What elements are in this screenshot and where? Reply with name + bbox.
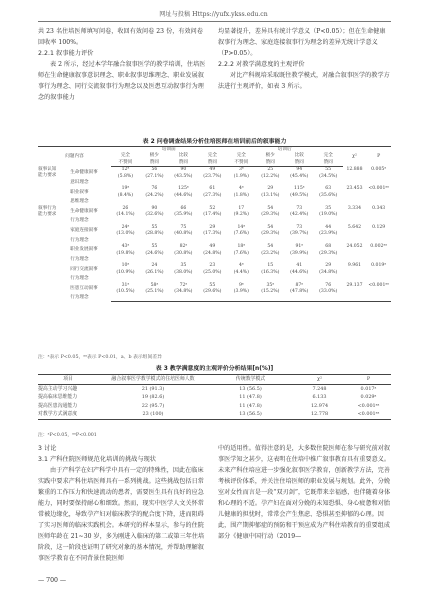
table-cell: 11 (47.8) [239, 402, 262, 409]
cell-percent: (24.2%) [145, 192, 164, 198]
subheader-bottom: 赞同 [140, 160, 169, 167]
subheader-bottom: 不赞同 [111, 160, 140, 167]
cell-count: 29.137 [346, 282, 363, 288]
table-3-header: P [346, 375, 391, 385]
table-row [38, 410, 391, 419]
cell-percent: (28.8%) [145, 231, 164, 237]
cell-percent: (14.1%) [116, 212, 135, 218]
row-label: 家庭连接叙事 [70, 228, 98, 234]
cell-percent: (39.7%) [290, 231, 309, 237]
cell-count: 66 [180, 205, 187, 211]
subheader-top: 极少 [149, 153, 159, 159]
cell-percent: (17.4%) [203, 212, 222, 218]
cell-percent [366, 295, 391, 301]
cell-count: 55 [151, 244, 158, 250]
cell-count: 68 [325, 244, 332, 250]
cell-percent [169, 295, 198, 301]
cell-percent: (3.9%) [233, 288, 249, 294]
row-label: 行为理念 [70, 218, 89, 224]
table-row [38, 384, 391, 393]
cell-percent: (23.2%) [261, 250, 280, 256]
row-label: 行为理念 [70, 295, 89, 301]
table-cell: 对教学方式满意度 [38, 410, 98, 419]
table-cell: 19 (82.6) [141, 394, 165, 400]
cell-count: 24.052 [346, 244, 363, 250]
cell-percent: (1.9%) [233, 173, 249, 179]
page-number: — 700 — [38, 577, 67, 584]
table-3-note: 注：ᵃP<0.05，ᵃᵃP<0.001 [38, 433, 97, 438]
row-label: 行为理念 [70, 276, 89, 282]
cell-count: 18ᵃ [237, 244, 246, 250]
section-name: 叙事行为 能力要求 [38, 205, 57, 218]
table-cell: 提高主动学习兴趣 [38, 385, 78, 392]
cell-count: 73 [296, 224, 303, 230]
cell-percent: (25.1%) [145, 288, 164, 294]
table-cell: 11 (47.8) [239, 394, 262, 400]
cell-count: 31ᵃ [121, 282, 130, 288]
cell-percent: (16.3%) [261, 269, 280, 275]
discussion-heading: 3 讨论 [38, 445, 57, 452]
subheader-bottom: 赞同 [285, 160, 314, 167]
cell-count: 75 [180, 224, 187, 230]
cell-percent [256, 295, 285, 301]
table-cell: 6.133 [312, 394, 327, 400]
table-2 [38, 146, 391, 302]
cell-percent: (15.2%) [261, 288, 280, 294]
cell-percent: (29.6%) [203, 288, 222, 294]
cell-count: 54 [267, 205, 274, 211]
cell-count: 4ᵃ [238, 186, 244, 192]
header-rule [38, 21, 391, 22]
table-3-header: 传统教学模式 [208, 375, 293, 385]
cell-percent: (26.1%) [145, 269, 164, 275]
cell-percent: (35.9%) [174, 212, 193, 218]
table-cell: 22 (95.7) [141, 402, 165, 409]
col-p: P [366, 147, 391, 167]
cell-count: 3ᵃ [238, 167, 244, 173]
col-project: 问题内容 [38, 147, 111, 167]
running-header: 网址与投稿 Https://yufx.ykss.edu.cn [159, 11, 268, 18]
subheader-top: 完全 [323, 153, 333, 159]
cell-count: 44 [325, 224, 332, 230]
cell-percent: (23.9%) [319, 231, 338, 237]
section-heading: 2.2.2 对教学满意度的主观评价 [218, 61, 305, 68]
table-cell: 13 (56.5) [239, 385, 262, 392]
cell-count: 29 [267, 186, 274, 192]
table-cell: <0.001ᵃᵃ [357, 402, 380, 409]
table-cell: 12.778 [293, 410, 346, 419]
table-3-header: χ² [293, 375, 346, 385]
section-heading: 2.2.1 叙事能力评价 [38, 50, 94, 57]
cell-percent: (34.8%) [319, 269, 338, 275]
cell-percent: (10.5%) [116, 288, 135, 294]
row-label: 职业发展叙事 [70, 247, 98, 253]
subheader-bottom: 赞同 [256, 160, 285, 167]
paragraph: 对比产科规培采取既往教学模式，对融合叙事医学的教学方法进行主观评价，如表 3 所示。 [218, 72, 390, 90]
subheader-top: 比较 [294, 153, 304, 159]
left-column [38, 26, 206, 103]
row-label: 同行交流叙事 [70, 266, 98, 272]
row-label: 思维理念 [70, 199, 89, 205]
row-label: 医患互动叙事 [70, 285, 98, 291]
cell-percent: (33.0%) [319, 288, 338, 294]
cell-percent [111, 295, 140, 301]
cell-count: 35 [325, 205, 332, 211]
subheader-bottom: 不赞同 [227, 160, 256, 167]
cell-count: 56 [151, 167, 158, 173]
table-2-note: 注：ᵃ表示 P<0.05，ᵃᵃ表示 P<0.01，a、b 表示组间差异 [38, 355, 162, 360]
cell-percent: (9.2%) [233, 212, 249, 218]
cell-count: 24ᵃ [121, 224, 130, 230]
cell-percent: (30.8%) [174, 250, 193, 256]
table-row [38, 402, 391, 411]
cell-percent: (24.8%) [203, 250, 222, 256]
cell-count: 52 [209, 205, 216, 211]
discussion-right [218, 443, 391, 542]
table-cell: 提高临床思维能力 [38, 394, 78, 400]
paragraph: 由于产科学在妇产科学中具有一定的特殊性，因此在临床实践中要求产科住培医师具有一系列挑战。这些挑战包括日常繁重的工作压力和快速流动的患者，需要医生具有良好的应急能力，同时要保持耐心和细致。然而，现实中医学人文关怀常常被边缘化，导致孕产妇对临床教学的配合度下降，进而阻碍了实习医师的临床实践机会。本研究的样本显示，参与的住院医师年龄在 21~30 岁，多为刚进入临床的第二或第三年住培阶段，这一阶段也证明了研究对象的基本情况，并帮助理解叙事医学教育在不同背景住院医师 [38, 467, 205, 562]
paragraph: 表 2 所示，经过本学年融合叙事医学的教学培训，住培医师在生命健康叙事意识理念、职业叙事思维理念、职业发展叙事行为理念、同行交流叙事行为理念以及医患互动叙事行为理念的叙事能力 [38, 61, 206, 101]
cell-count: 49 [209, 167, 216, 173]
cell-percent: (44.6%) [290, 269, 309, 275]
cell-percent: (1.8%) [233, 192, 249, 198]
right-column [218, 26, 391, 92]
cell-percent: (4.4%) [233, 269, 249, 275]
table-cell: 7.248 [312, 385, 327, 392]
table-3-header: 项目 [38, 375, 98, 385]
cell-percent: (47.8%) [290, 288, 309, 294]
cell-count: 90 [180, 167, 187, 173]
table-cell: <0.001ᵃᵃ [346, 410, 391, 419]
cell-count: 125ᵃ [178, 186, 189, 192]
cell-count: 29 [325, 263, 332, 269]
cell-count: 54 [267, 224, 274, 230]
group-before: 培训前 [111, 147, 227, 154]
row-label: 意识理念 [70, 180, 89, 186]
cell-percent [198, 295, 227, 301]
cell-count: 9.961 [347, 263, 362, 269]
table-cell: 12.974 [310, 402, 329, 409]
paragraph: 均显著提升，差异具有统计学意义（P<0.05）；但在生命健康叙事行为理念、家庭连接叙事行为理念的差异无统计学意义（P>0.05）。 [218, 28, 386, 57]
cell-count: 25 [267, 167, 274, 173]
subheader-bottom: 赞同 [169, 160, 198, 167]
subheader-bottom: 赞同 [314, 160, 343, 167]
cell-count: 10ᵃ [121, 263, 130, 269]
cell-count: 0.343 [372, 205, 386, 211]
cell-percent: (39.9%) [290, 250, 309, 256]
cell-count: 17 [238, 205, 245, 211]
cell-count: 55 [325, 167, 332, 173]
cell-count: 29 [209, 224, 216, 230]
cell-count: 76 [325, 282, 332, 288]
cell-count: 15 [267, 263, 274, 269]
table-2-caption: 表 2 问卷调查结果分析住培医师在培训前后的叙事能力 [142, 139, 287, 145]
row-label: 行为理念 [70, 237, 89, 243]
table-cell: 21 (91.3) [141, 385, 165, 392]
cell-percent: (29.3%) [319, 250, 338, 256]
cell-percent: (34.8%) [174, 288, 193, 294]
cell-percent: (25.0%) [203, 269, 222, 275]
cell-percent: (43.5%) [174, 173, 193, 179]
cell-count: 12ᵃ [121, 167, 130, 173]
cell-percent: (44.6%) [174, 192, 193, 198]
cell-count: 82ᵃ [179, 244, 188, 250]
cell-percent: (32.6%) [145, 212, 164, 218]
cell-percent: (49.5%) [290, 192, 309, 198]
cell-percent: (12.2%) [261, 173, 280, 179]
table-cell: 23 (100) [98, 410, 208, 419]
cell-percent: (27.3%) [203, 192, 222, 198]
cell-count: 73 [296, 205, 303, 211]
cell-count: 87ᵃ [295, 282, 304, 288]
table-row [38, 393, 391, 402]
col-chi: χ² [343, 147, 367, 167]
table-cell: 0.017ᵃ [360, 385, 377, 392]
cell-percent: (19.0%) [319, 212, 338, 218]
cell-count: 72ᵃ [179, 282, 188, 288]
cell-percent: (7.6%) [233, 231, 249, 237]
cell-count: 9ᵃ [238, 282, 244, 288]
cell-count: 58ᵃ [150, 282, 159, 288]
section-name: 叙事认知 能力要求 [38, 166, 57, 179]
cell-percent [227, 295, 256, 301]
paragraph: 共 23 名住培医师填写问卷，收回有效问卷 23 份，有效问卷回收率 100%。 [38, 28, 203, 46]
cell-count: 91ᵃ [295, 244, 304, 250]
cell-count: <0.001ᵃᵃ [368, 282, 389, 288]
subheader-bottom: 赞同 [198, 160, 227, 167]
discussion-left [38, 443, 206, 564]
cell-count: 49 [209, 244, 216, 250]
cell-count: 5.642 [347, 224, 362, 230]
cell-count: 14ᵃ [237, 224, 246, 230]
cell-percent: (29.3%) [261, 212, 280, 218]
discussion-subheading: 3.1 产科住院医师规范化培训的挑战与现状 [38, 456, 157, 463]
cell-count: 54 [267, 244, 274, 250]
subheader-top: 完全 [236, 153, 246, 159]
cell-count: 0.005ᵃ [371, 166, 387, 172]
table-3 [38, 374, 391, 420]
cell-count: 55 [151, 224, 158, 230]
cell-count: 94 [296, 167, 303, 173]
cell-count: <0.001ᵃᵃ [368, 186, 389, 192]
cell-count: 0.019ᵃ [371, 263, 387, 269]
cell-percent [285, 295, 314, 301]
cell-percent: (10.9%) [116, 269, 135, 275]
cell-percent [343, 295, 367, 301]
row-label: 生命健康叙事 [70, 208, 98, 214]
row-label: 职业叙事 [70, 189, 89, 195]
cell-count: 0.002ᵃᵃ [370, 244, 387, 250]
table-3-caption: 表 3 教学满意度的主观评价分析结果[n(%)] [155, 366, 274, 372]
cell-count: 24 [151, 263, 158, 269]
cell-count: 35ᵃ [266, 282, 275, 288]
cell-percent: (13.1%) [261, 192, 280, 198]
cell-count: 19ᵃ [121, 186, 130, 192]
cell-percent: (8.4%) [117, 192, 134, 198]
row-label: 行为理念 [70, 256, 89, 262]
cell-percent: (23.7%) [203, 173, 222, 179]
cell-count: 115ᵃ [293, 186, 305, 192]
cell-count: 23.453 [346, 186, 363, 192]
cell-count: 76 [151, 186, 158, 192]
cell-percent: (45.4%) [290, 173, 309, 179]
table-cell: 13 (56.5) [208, 410, 293, 419]
cell-count: 90 [151, 205, 158, 211]
table-3-header: 融合叙事医学教学模式的住培医师人数 [98, 375, 208, 385]
cell-count: 26 [122, 205, 129, 211]
cell-percent [140, 295, 169, 301]
cell-percent: (40.8%) [174, 231, 193, 237]
cell-count: 23 [209, 263, 216, 269]
table-row [38, 167, 391, 174]
table-cell: 提高医患沟通能力 [38, 402, 78, 409]
cell-percent: (7.6%) [233, 250, 249, 256]
row-label: 生命健康叙事 [70, 170, 98, 176]
cell-count: 61 [209, 186, 216, 192]
table-cell: 0.029ᵃ [360, 394, 377, 400]
cell-percent: (35.6%) [319, 192, 338, 198]
group-after: 培训后 [227, 147, 343, 154]
cell-percent: (34.5%) [319, 173, 338, 179]
cell-count: 4ᵃ [238, 263, 244, 269]
subheader-top: 完全 [120, 153, 131, 159]
paragraph: 中的适用性。值得注意的是，大多数住院医师在参与研究前对叙事医学知之甚少，这表明在住培中推广叙事教育具有重要意义。未来产科住培应进一步强化叙事医学教育，创新教学方法，完善考核评价体系，并关注住培医师的职业发展与规划。此外，分娩室对女性而言是一段“双刃剑”，它既带来幸福感，也伴随着身体和心理的不适。孕产妇在面对分娩的未知恐惧、身心疲惫和对胎儿健康的担忧时，常常会产生焦虑、恐惧甚至抑郁的心理。因此，围产期抑郁症的预防和干预应成为产科住培教育的重要组成部分《健康中国行动（2019— [218, 445, 391, 540]
cell-percent [314, 295, 343, 301]
cell-percent: (13.0%) [116, 231, 135, 237]
cell-count: 3.334 [347, 205, 362, 211]
cell-percent: (27.1%) [145, 173, 164, 179]
cell-percent: (19.8%) [116, 250, 135, 256]
cell-percent: (5.8%) [117, 173, 134, 179]
cell-count: 55 [209, 282, 216, 288]
cell-count: 12.888 [346, 166, 363, 172]
cell-count: 43ᵃ [121, 244, 130, 250]
cell-count: 41 [296, 263, 303, 269]
cell-count: 0.129 [372, 224, 386, 230]
subheader-top: 比较 [178, 153, 188, 159]
subheader-top: 极少 [265, 153, 275, 159]
cell-percent: (17.3%) [203, 231, 222, 237]
cell-percent: (24.6%) [145, 250, 164, 256]
subheader-top: 完全 [207, 153, 217, 159]
cell-count: 35 [180, 263, 187, 269]
cell-percent: (42.4%) [290, 212, 309, 218]
cell-percent: (29.3%) [261, 231, 280, 237]
cell-count: 63 [325, 186, 332, 192]
cell-percent: (38.0%) [174, 269, 193, 275]
